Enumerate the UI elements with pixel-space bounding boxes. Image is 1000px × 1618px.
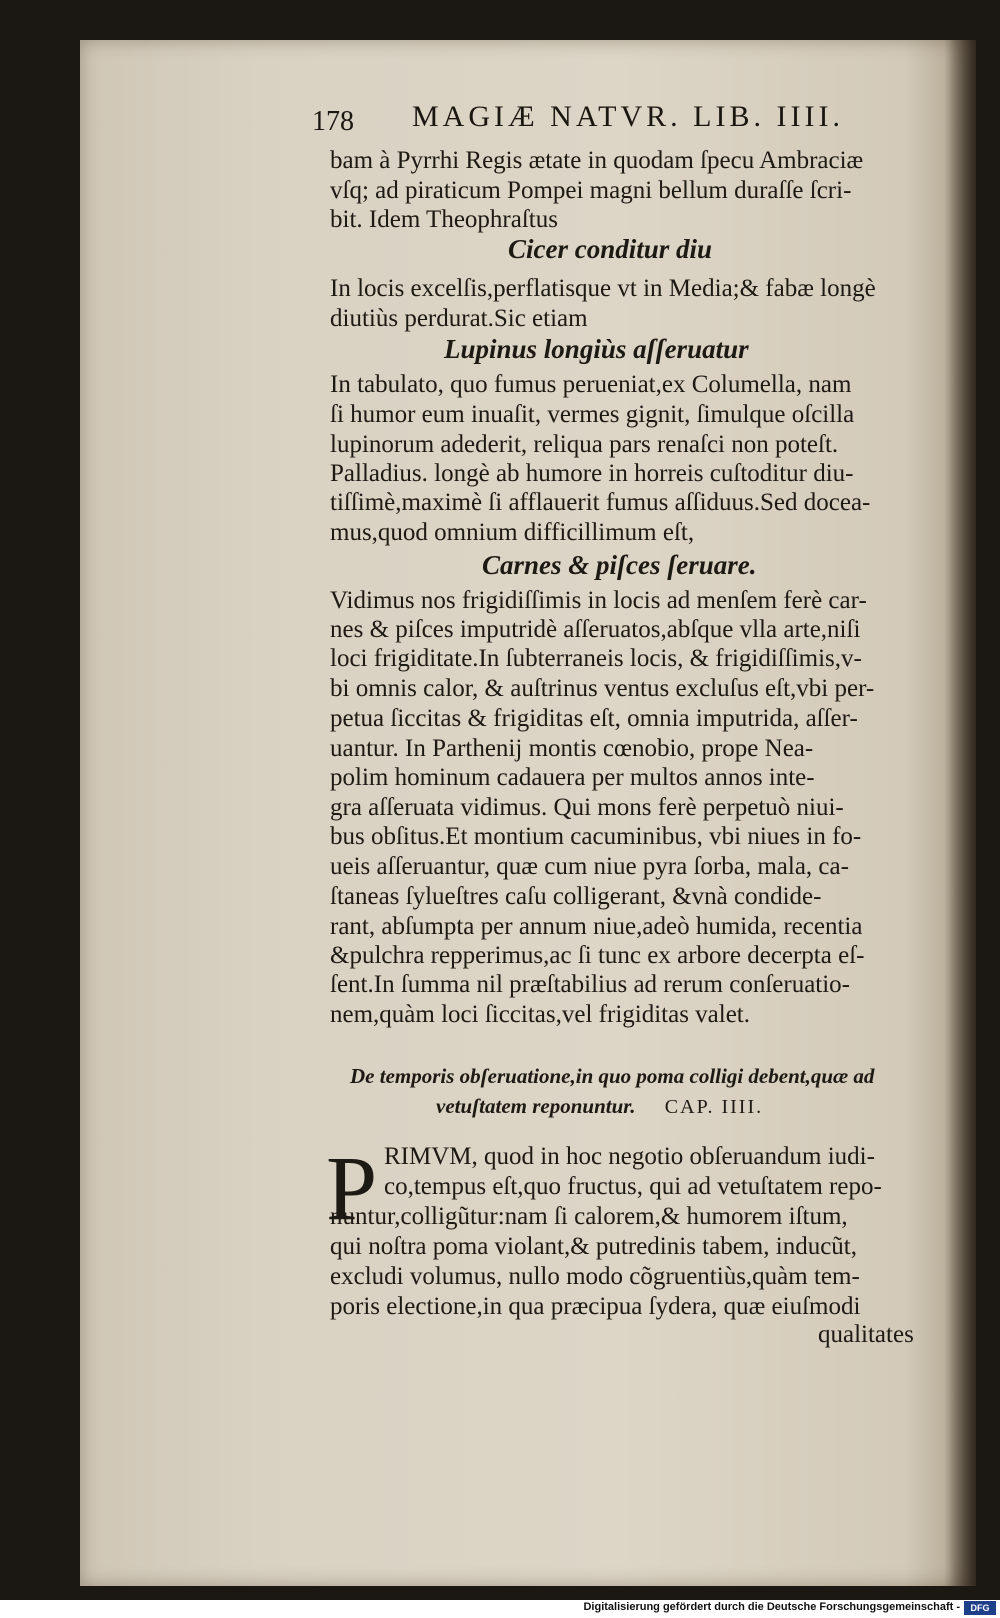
footer-credit: Digitalisierung gefördert durch die Deutsche Forschungsgemeinschaft -: [583, 1601, 960, 1613]
section-caption: Lupinus longiùs aſſeruatur: [444, 334, 749, 364]
drop-capital: P: [326, 1137, 378, 1239]
running-head-title: MAGIÆ NATVR. LIB. IIII.: [412, 100, 844, 133]
text-line: mus,quod omnium difficillimum eſt,: [330, 519, 695, 546]
text-line: vſq; ad piraticum Pompei magni bellum duraſſe ſcri-: [330, 177, 852, 204]
text-line: ſtaneas ſylueſtres caſu colligerant, &vnà condide-: [330, 883, 822, 910]
text-line: bam à Pyrrhi Regis ætate in quodam ſpecu Ambraciæ: [330, 147, 864, 174]
text-line: bi omnis calor, & auſtrinus ventus excluſus eſt,vbi per-: [330, 675, 875, 702]
text-line: poris electione,in qua præcipua ſydera, quæ eiuſmodi: [330, 1293, 861, 1320]
chapter-heading-line: De temporis obſeruatione,in quo poma colligi debent,quæ ad: [350, 1064, 875, 1088]
text-line: rant, abſumpta per annum niue,adeò humida, recentia: [330, 913, 863, 940]
text-line: petua ſiccitas & frigiditas eſt, omnia imputrida, aſſer-: [330, 705, 858, 732]
chapter-heading-line: [436, 1094, 763, 1119]
text-line: In tabulato, quo fumus perueniat,ex Columella, nam: [330, 371, 852, 398]
text-line: lupinorum adederit, reliqua pars renaſci non poteſt.: [330, 431, 839, 458]
page-number: 178: [312, 106, 354, 137]
footer-bar: [0, 1600, 1000, 1618]
text-line: &pulchra repperimus,ac ſi tunc ex arbore decerpta eſ-: [330, 942, 865, 969]
dfg-logo: DFG: [964, 1601, 996, 1615]
text-line: Palladius. longè ab humore in horreis cuſtoditur diu-: [330, 460, 854, 487]
text-line: Vidimus nos frigidiſſimis in locis ad menſem ferè car-: [330, 587, 867, 614]
text-line: excludi volumus, nullo modo cõgruentiùs,quàm tem-: [330, 1263, 860, 1290]
text-line: RIMVM, quod in hoc negotio obſeruandum iudi-: [384, 1143, 875, 1170]
chapter-number: CAP. IIII.: [664, 1096, 764, 1118]
text-line: bit. Idem Theophraſtus: [330, 206, 558, 233]
section-caption: Carnes & piſces ſeruare.: [482, 550, 757, 580]
page-spine-shadow: [944, 40, 976, 1586]
section-caption: Cicer conditur diu: [508, 234, 713, 264]
text-line: diutiùs perdurat.Sic etiam: [330, 305, 588, 332]
text-line: polim hominum cadauera per multos annos inte-: [330, 764, 815, 791]
text-line: nuntur,colligũtur:nam ſi calorem,& humorem iſtum,: [330, 1203, 848, 1230]
text-line: qui noſtra poma violant,& putredinis tabem, inducũt,: [330, 1233, 857, 1260]
text-line: co,tempus eſt,quo fructus, qui ad vetuſtatem repo-: [384, 1173, 882, 1200]
running-head: [240, 100, 880, 140]
text-line: bus obſitus.Et montium cacuminibus, vbi niues in fo-: [330, 823, 862, 850]
catchword: qualitates: [818, 1321, 914, 1348]
text-line: ſi humor eum inuaſit, vermes gignit, ſimulque oſcilla: [330, 401, 855, 428]
text-line: uantur. In Parthenij montis cœnobio, prope Nea-: [330, 735, 814, 762]
text-line: nes & piſces imputridè aſſeruatos,abſque vlla arte,niſi: [330, 616, 861, 643]
text-line: ſent.In ſumma nil præſtabilius ad rerum conſeruatio-: [330, 971, 851, 998]
text-line: In locis excelſis,perflatisque vt in Media;& fabæ longè: [330, 275, 876, 302]
text-line: ueis aſſeruantur, quæ cum niue pyra ſorba, mala, ca-: [330, 853, 849, 880]
text-line: tiſſimè,maximè ſi afflauerit fumus aſſiduus.Sed docea-: [330, 489, 871, 516]
text-line: nem,quàm loci ſiccitas,vel frigiditas valet.: [330, 1001, 751, 1028]
text-line: loci frigiditate.In ſubterraneis locis, & frigidiſſimis,v-: [330, 645, 862, 672]
chapter-heading-text: vetuſtatem reponuntur.: [436, 1094, 636, 1118]
text-line: gra aſſeruata vidimus. Qui mons ferè perpetuò niui-: [330, 794, 844, 821]
